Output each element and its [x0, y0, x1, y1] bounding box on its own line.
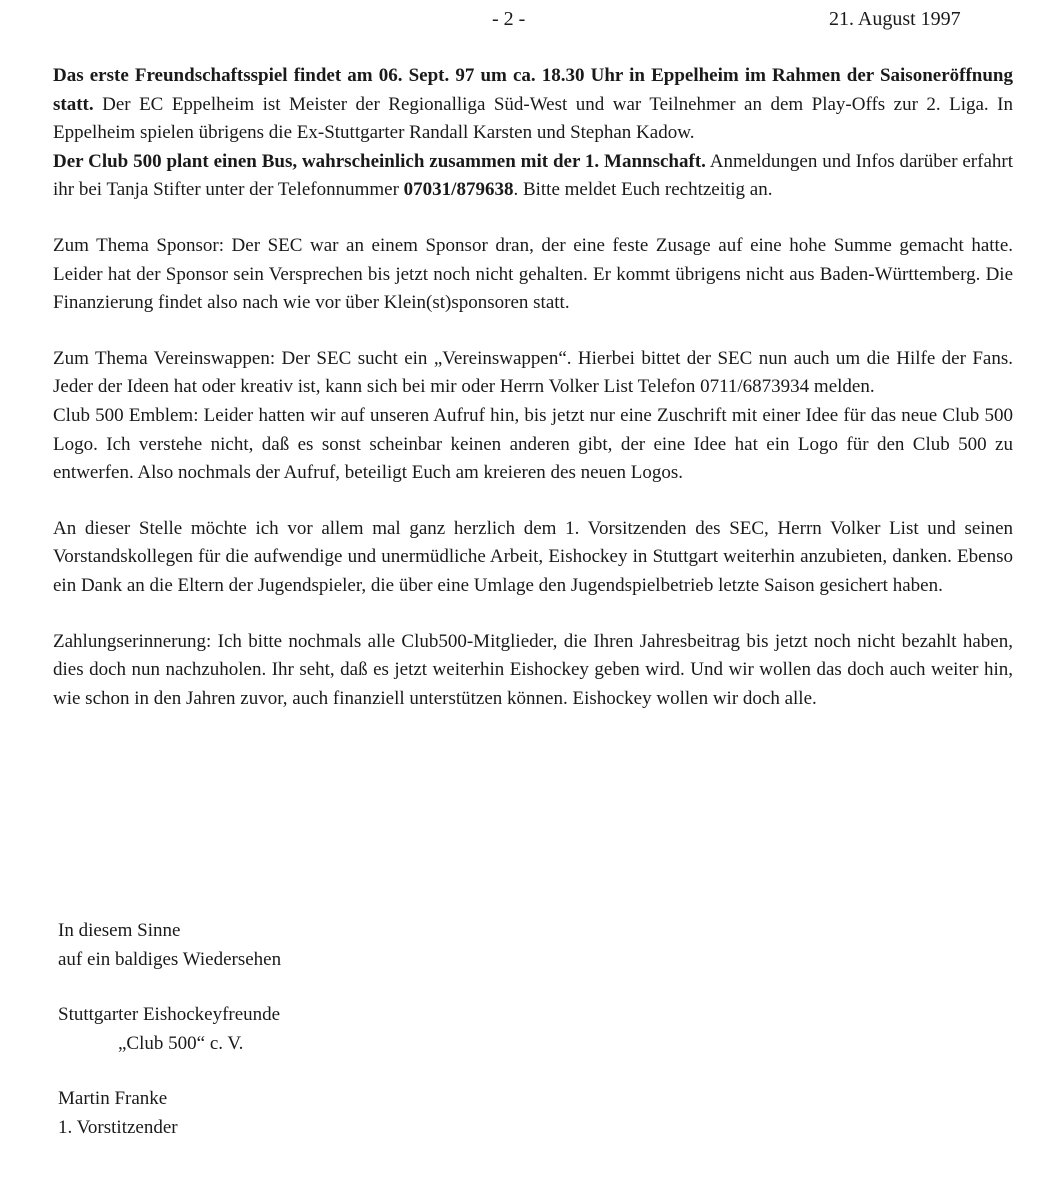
- closing-line-1: In diesem Sinne: [58, 920, 181, 941]
- letter-body: [53, 62, 1013, 713]
- paragraph-emblem: Club 500 Emblem: Leider hatten wir auf unseren Aufruf hin, bis jetzt nur eine Zuschrift mit einer Idee für das neue Club 500 Logo. Ich verstehe nicht, daß es sonst scheinbar keinen anderen gibt, der eine Idee hat ein Logo für den Club 500 zu entwerfen. Also nochmals der Aufruf, beteiligt Euch am kreieren des neuen Logos.: [53, 404, 1013, 484]
- bus-text-end: . Bitte meldet Euch rechtzeitig an.: [513, 179, 773, 201]
- page-number: - 2 -: [492, 8, 526, 30]
- page-header: [0, 8, 1048, 34]
- paragraph-sponsor: Zum Thema Sponsor: Der SEC war an einem Sponsor dran, der eine feste Zusage auf eine hohe Summe gemacht hatte. Leider hat der Sponsor sein Versprechen bis jetzt noch nicht gehalten. Er kommt übrigens nicht aus Baden-Württemberg. Die Finanzierung findet also nach wie vor über Klein(st)sponsoren statt.: [53, 234, 1013, 314]
- letter-date: 21. August 1997: [829, 8, 961, 30]
- organization-club: „Club 500“ c. V.: [118, 1032, 244, 1054]
- closing-greeting: [58, 917, 458, 974]
- friendly-match-text: Der EC Eppelheim ist Meister der Regionalliga Süd-West und war Teilnehmer an dem Play-Offs zur 2. Liga. In Eppelheim spielen übrigens die Ex-Stuttgarter Randall Karsten und Stephan Kadow.: [53, 93, 1013, 144]
- bus-highlight: Der Club 500 plant einen Bus, wahrscheinlich zusammen mit der 1. Mannschaft.: [53, 150, 706, 172]
- paragraph-bus: [53, 148, 1013, 205]
- spacer: [53, 205, 1013, 232]
- spacer: [53, 318, 1013, 345]
- paragraph-payment-reminder: Zahlungserinnerung: Ich bitte nochmals alle Club500-Mitglieder, die Ihren Jahresbeitrag bis jetzt noch nicht bezahlt haben, dies doch nun nachzuholen. Ihr seht, daß es jetzt weiterhin Eishockey geben wird. Und wir wollen das doch auch weiter hin, wie schon in den Jahren zuvor, auch finanziell unterstützen können. Eishockey wollen wir doch alle.: [53, 630, 1013, 709]
- paragraph-thanks: An dieser Stelle möchte ich vor allem mal ganz herzlich dem 1. Vorsitzenden des SEC, Herrn Volker List und seinen Vorstandskollegen für die aufwendige und unermüdliche Arbeit, Eishockey in Stuttgart weiterhin anzubieten, danken. Ebenso ein Dank an die Eltern der Jugendspieler, die über eine Umlage den Jugendspielbetrieb letzte Saison gesichert haben.: [53, 517, 1013, 596]
- friendly-match-highlight: Das erste Freundschaftsspiel findet am 06. Sept. 97 um ca. 18.30 Uhr in Eppelheim im Rahmen der Saisoneröffnung statt.: [53, 65, 1013, 115]
- organization-name: Stuttgarter Eishockeyfreunde: [58, 1004, 281, 1025]
- bus-phone-number: 07031/879638: [403, 179, 514, 201]
- signer-title: 1. Vorstitzender: [58, 1116, 178, 1138]
- spacer: [53, 601, 1013, 628]
- spacer: [53, 488, 1013, 515]
- closing-line-2: auf ein baldiges Wiedersehen: [58, 948, 282, 970]
- bus-text: Anmeldungen und Infos darüber erfahrt ihr bei Tanja Stifter unter der Telefonnummer: [53, 150, 1014, 201]
- signature-block: [58, 1085, 458, 1142]
- paragraph-friendly-match: [53, 62, 1013, 148]
- paragraph-club-crest: Zum Thema Vereinswappen: Der SEC sucht ein „Vereinswappen“. Hierbei bittet der SEC nun auch um die Hilfe der Fans. Jeder der Ideen hat oder kreativ ist, kann sich bei mir oder Herrn Volker List Telefon 0711/6873934 melden.: [53, 347, 1013, 398]
- closing-organization: [58, 1001, 458, 1058]
- signer-name: Martin Franke: [58, 1088, 168, 1109]
